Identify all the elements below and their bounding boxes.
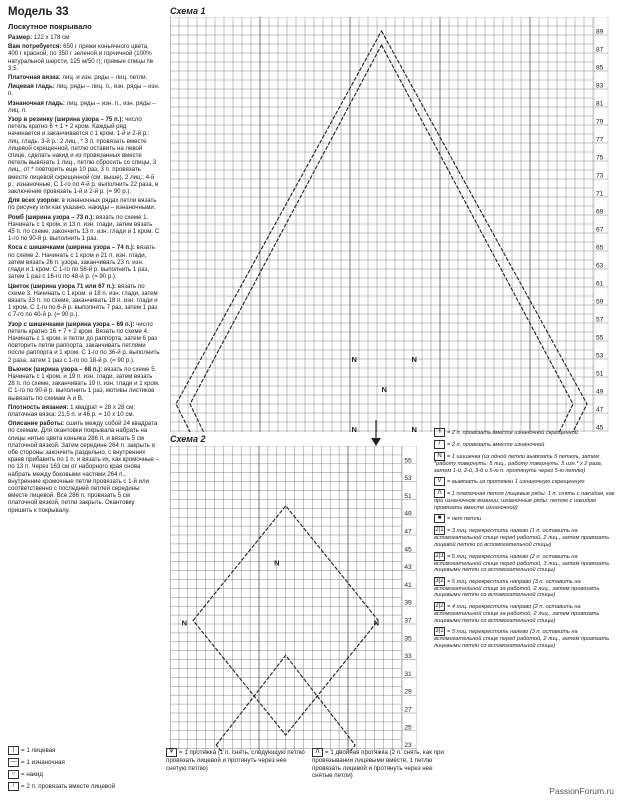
bottom-legend-item (8, 758, 158, 767)
row-number: 77 (596, 136, 604, 144)
paragraph-body: сшить между собой 24 квадрата по схемам. Для окантовки покрывала набрать на спицы нитью цвета коньяка 286 п. и вязать 5 см платочной вязкой. Затем середине 264 п. закрыть и обе стороны закончить раздельно, с внутренних краев прибавить по 1 п. и вязать их, как кромочные – по 13 п. Через 163 см от наборного края снова набрать между боковыми частями 264 п., внутренние кромочные петли провязать с 1-й или соответственно с последней петлей середины вместе лицевой. Все 286 п. провязать 5 см платочной вязкой, петли закрыть. Окантовку пришить к покрывалу. (8, 420, 159, 514)
legend-text: = 3 лиц. перекрестить налево (1 п. оставить на вспомогательной спице перед работой, 2 лиц., затем провязать лицевой петлю со вспомогательной спицы) (434, 528, 610, 548)
legend-text: = вывязать из протяжки 1 изнаночную скрещенную (447, 479, 585, 486)
legend-text: = 1 платочная петля (лицевые ряды: 1 п. снять с накидом, как при изнаночном вязании; изнаночные ряды: петлю с накидом провязать вместе изнаночной) (434, 491, 615, 511)
paragraph-heading: Размер: (8, 34, 32, 41)
instruction-paragraph (8, 43, 160, 72)
legend-text: = накид (21, 771, 43, 779)
row-number: 27 (404, 706, 412, 714)
row-number-column (594, 17, 608, 432)
bobble-symbol: N (411, 425, 417, 432)
row-number: 67 (596, 226, 604, 234)
paragraph-body: лиц. ряды – изн. п., изн. ряды – лиц. п. (8, 99, 156, 114)
row-number: 53 (596, 352, 604, 360)
bottom-legend-item (8, 782, 158, 791)
row-number: 85 (596, 64, 604, 72)
row-number: 45 (596, 424, 604, 432)
instruction-paragraph (8, 83, 160, 97)
legend-item (434, 577, 618, 599)
paragraph-body: вязать по схеме 1. Начинать с 1 кром. и 13 п. изн. глади, затем вязать 45 п. по схеме, закончить 13 п. изн. глади и 1 кром. С 1-го по 90-й р. выполнить 1 раз. (8, 213, 160, 243)
legend-text: = 2 п. провязать вместе изнаночной (447, 441, 545, 448)
legend-text: = 1 протяжка (1 п. снять, следующую петлю провязать лицевой и протянуть через нее снятую петлю) (166, 749, 305, 772)
row-number: 89 (596, 28, 604, 36)
legend-text: = 1 изнаночная (21, 759, 65, 767)
instruction-paragraph (8, 283, 160, 319)
legend-text: = 1 лицевая (21, 747, 56, 755)
row-number: 25 (404, 724, 412, 732)
instruction-paragraph (8, 366, 160, 402)
bobble-symbol: N (351, 355, 357, 364)
legend-item (434, 602, 618, 624)
diamond-motif (176, 31, 587, 432)
row-number: 35 (404, 635, 412, 643)
legend-symbol: ○ (8, 770, 19, 779)
legend-item (434, 452, 618, 474)
row-number: 57 (596, 316, 604, 324)
row-number: 71 (596, 190, 604, 198)
bobble-symbol: N (373, 618, 380, 628)
bobble-symbol: N (411, 355, 417, 364)
legend-symbol: ■ (434, 514, 445, 523)
row-number: 31 (404, 670, 412, 678)
legend-text: = 5 лиц. перекрестить направо (3 п. оставить на вспомогательной спице за работой, 2 лиц., затем провязать лицевыми петли со вспомогательной спицы) (434, 578, 600, 599)
legend-text: = 5 лиц. перекрестить налево (3 п. оставить на вспомогательной спице перед работой, 2 лиц., затем провязать лицевыми петли со вспомогательной спицы) (434, 629, 610, 649)
row-number: 65 (596, 244, 604, 252)
row-number: 53 (404, 475, 412, 483)
legend-item (434, 514, 618, 523)
paragraph-body: вязать по схеме 3. Начинать с 1 кром. и 18 п. изн. глади, затем вязать 33 п. по схеме, заканчивать 18 п. изн. глади и 1 кром. С 1-го по 6-й р. выполнить 7 раз, затем 1 раз с 7-го по 40-й р. (= 90 р.). (8, 282, 158, 319)
scheme-2-chart (170, 446, 430, 751)
paragraph-heading: Платочная вязка: (8, 74, 61, 82)
legend-item (434, 428, 618, 437)
model-title: Модель 33 (8, 6, 69, 18)
legend-symbol: N (434, 452, 445, 461)
instruction-paragraph (8, 404, 160, 418)
row-number: 47 (596, 406, 604, 414)
row-number: 81 (596, 100, 604, 108)
row-number: 73 (596, 172, 604, 180)
legend-item (434, 477, 618, 486)
paragraph-heading: Для всех узоров: (8, 197, 60, 205)
arrow-down-icon (370, 420, 382, 446)
legend-symbol: ᐱ (312, 748, 323, 757)
cable-motif (182, 506, 379, 751)
watermark: PassionForum.ru (549, 786, 614, 796)
legend-text: = нет петли (447, 516, 482, 523)
paragraph-heading: Узор с шишечками (ширина узора – 69 п.): (8, 320, 135, 328)
paragraph-heading: Изнаночная гладь: (8, 99, 65, 107)
legend-text: = 1 шишечка (из одной петли вывязать 5 петель, затем *работу повернуть: 5 лиц., работу повернуть: 5 изн.* х 2 раза, затем 1-й, 2-й, 3-й и 5-ю п. протянуть через 5-ю петлю) (434, 453, 603, 474)
paragraph-body: лиц. ряды – лиц. п., изн. ряды – изн. п. (8, 83, 160, 98)
legend-text: = 5 лиц. перекрестить налево (2 п. оставить на вспомогательной спице перед работой, 3 лиц., затем провязать лицевыми петли со вспомогательной спицы) (434, 553, 610, 574)
row-number: 29 (404, 688, 412, 696)
legend-symbol: / (434, 440, 445, 449)
paragraph-body: вязать по схеме 2. Начинать с 1 кром и 21 п. изн. глади, затем вязать 26 п. узора, заканчивать 23 п. изн. глади и 1 кром. С 1-го по 56-й р. выполнить 1 раз, затем 1 раз с 16-го по 48-й р. (= 90 р.). (8, 244, 156, 281)
legend-symbol: V (434, 477, 445, 486)
bobble-symbol: N (381, 385, 387, 394)
paragraph-heading: Лицевая гладь: (8, 83, 55, 91)
row-number: 45 (404, 546, 412, 554)
paragraph-heading: Цветок (ширина узора 71 или 67 п.): (8, 282, 117, 290)
row-number-column (402, 446, 416, 751)
row-number: 49 (596, 388, 604, 396)
bobble-symbol: N (274, 558, 280, 568)
row-number: 41 (404, 581, 412, 589)
legend-symbol: 2|1 (435, 527, 444, 534)
grid-lines (170, 446, 401, 751)
instruction-paragraph (8, 100, 160, 114)
paragraph-body: лиц. и изн. ряды – лиц. петли. (60, 74, 148, 82)
bobble-symbol: N (181, 618, 187, 628)
paragraph-heading: Плотность вязания: (8, 403, 69, 411)
instruction-paragraph (8, 197, 160, 211)
legend-symbol: 2|3 (435, 552, 444, 559)
bottom-legend-item (8, 746, 158, 755)
row-number: 23 (404, 742, 412, 750)
model-subtitle: Лоскутное покрывало (8, 22, 92, 31)
legend-text: = 4 лиц. перекрестить направо (2 п. оставить на вспомогательной спице за работой, 2 лиц., затем провязать лицевыми петли со вспомогательной спицы) (434, 603, 600, 624)
bottom-legend-item (8, 770, 158, 779)
row-number: 63 (596, 262, 604, 270)
legend-symbol: ᐱ (434, 489, 445, 498)
row-number: 39 (404, 599, 412, 607)
paragraph-body: вязать по схеме 5. Начинать с 1 кром. и 19 п. изн. глади, затем вязать 28 п. по схеме, заканчивать 19 п. изн. глади и 1 кром. С 1-го по 90-й р. выполнить 1 раз, мотивы листиков вывязать по схемам А и В. (8, 365, 160, 402)
paragraph-heading: Вьюнок (ширина узора – 68 п.): (8, 365, 103, 373)
paragraph-body: 1 квадрат = 28 x 28 см; платочная вязка: 21,5 п. и 46 р. = 10 x 10 см. (8, 403, 135, 418)
instruction-paragraph (8, 116, 160, 195)
row-number: 83 (596, 82, 604, 90)
instructions-column (8, 6, 160, 516)
paragraph-heading: Вам потребуется: (8, 43, 62, 51)
legend-item (434, 627, 618, 649)
paragraph-body: 122 x 178 см (31, 34, 70, 41)
paragraph-body: число петель кратно 16 + 7 + 2 кром. Вязать по схеме 4. Начинать с 1 кром. и петли до раппорта, затем 6 раз повторить петли раппорта, заканчивать петлями после раппорта и 1 кром. С 1-го по 36-й р. выполнить 2 раза, затем 1 раз с 1-го по 18-й р. (= 90 р.). (8, 320, 160, 364)
legend-symbol: 3|2 (435, 577, 444, 584)
grid-lines (170, 17, 593, 432)
legend-text: = 1 двойная протяжка (2 п. снять, как при провязывании лицевыми вместе, 1 петлю провязать лицевой и протянуть через нее снятые петли) (312, 749, 444, 779)
bottom-legend-item (312, 748, 452, 780)
row-number: 49 (404, 510, 412, 518)
row-number: 37 (404, 617, 412, 625)
row-number: 59 (596, 298, 604, 306)
row-number: 55 (596, 334, 604, 342)
instruction-paragraph (8, 74, 160, 81)
legend-symbol: 2|2 (435, 602, 444, 609)
row-number: 33 (404, 653, 412, 661)
paragraph-heading: Узор в резинку (ширина узора – 75 п.): (8, 116, 124, 124)
scheme-1-caption: Схема 1 (170, 6, 206, 16)
paragraph-body: 650 г пряжи коньячного цвета, 400 г красной, по 350 г зеленой и горчичной (100% натуральной шерсти, 125 м/50 г); прямые спицы № 3,5. (8, 43, 154, 72)
paragraph-heading: Описание работы: (8, 420, 65, 428)
row-number: 51 (404, 492, 412, 500)
side-legend (434, 428, 618, 652)
legend-symbol: ᗐ (166, 748, 177, 757)
instructions-text (8, 34, 160, 514)
paragraph-body: в изнаночных рядах петли вязать по рисунку или как указано, накиды – изнаночными. (8, 197, 157, 212)
paragraph-heading: Коса с шишечками (ширина узора – 74 п.): (8, 244, 135, 252)
legend-symbol: — (8, 758, 19, 767)
instruction-paragraph (8, 214, 160, 243)
row-number: 69 (596, 208, 604, 216)
legend-symbol: 3|1 (435, 628, 444, 635)
row-number: 51 (596, 370, 604, 378)
scheme-1-chart (170, 17, 610, 432)
instruction-paragraph (8, 244, 160, 280)
legend-text: = 2 п. провязать вместе лицевой (21, 783, 116, 791)
row-number: 87 (596, 46, 604, 54)
bottom-legend-item (166, 748, 306, 772)
row-number: 61 (596, 280, 604, 288)
legend-item (434, 552, 618, 574)
instruction-paragraph (8, 420, 160, 514)
paragraph-body: число петель кратно 6 + 1 + 2 кром. Каждый ряд начинается и заканчивается с 1 кром. 1-й и 2-й р.: лиц. гладь. 3-й р.: 2 лиц., * 3 п. провязать вместе лицевой скрещенной, петлю оставить на левой спице, сделать накид и из провязанных вместе петель вывязать 1 лиц., петлю сбросить со спицы, 3 лиц., от * повторить еще 10 раз, 3 п. провязать вместе лицевой скрещенной (см. выше), 2 лиц.; 4-й р.: изнаночные; С 1-го по 4-й р. выполнить 22 раза, в заключение провязать 1-й и 2-й р. (= 90 р.). (8, 116, 159, 196)
instruction-paragraph (8, 321, 160, 364)
legend-text: = 2 п. провязать вместе изнаночной скрещенной (447, 429, 578, 436)
row-number: 43 (404, 564, 412, 572)
row-number: 55 (404, 457, 412, 465)
row-number: 47 (404, 528, 412, 536)
instruction-paragraph (8, 34, 160, 41)
scheme-2-caption: Схема 2 (170, 434, 206, 444)
legend-item (434, 489, 618, 511)
paragraph-heading: Ромб (ширина узора – 73 п.): (8, 213, 95, 221)
legend-symbol: \ (434, 428, 445, 437)
legend-symbol: | (8, 746, 19, 755)
row-number: 79 (596, 118, 604, 126)
legend-item (434, 526, 618, 548)
legend-symbol: / (8, 782, 19, 791)
bobble-symbol: N (351, 425, 357, 432)
legend-item (434, 440, 618, 449)
row-number: 75 (596, 154, 604, 162)
